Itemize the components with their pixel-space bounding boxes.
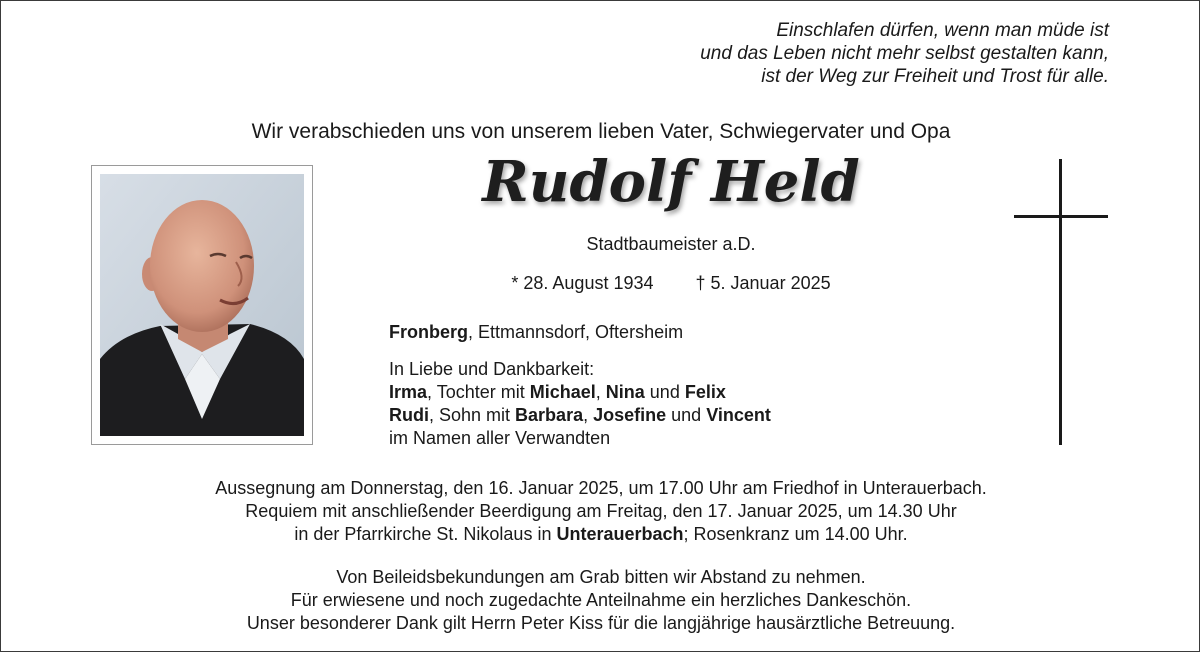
family-name: Vincent	[706, 405, 771, 425]
closing-notes	[1, 566, 1200, 635]
ceremony-location: Unterauerbach	[556, 524, 684, 544]
family-name: Rudi	[389, 405, 429, 425]
ceremony-info	[1, 477, 1200, 546]
family-line-2	[389, 404, 771, 427]
ceremony-line-2: Requiem mit anschließender Beerdigung am Freitag, den 17. Januar 2025, um 14.30 Uhr	[245, 501, 957, 521]
portrait-photo	[100, 174, 304, 436]
family-text: ,	[595, 382, 606, 402]
places-line	[389, 322, 683, 343]
family-text: ,	[583, 405, 594, 425]
intro-text: Wir verabschieden uns von unserem lieben Vater, Schwiegervater und Opa	[251, 120, 951, 143]
quote-line-1: Einschlafen dürfen, wenn man müde ist	[776, 20, 1109, 41]
family-text: und	[644, 382, 685, 402]
place-others: , Ettmannsdorf, Oftersheim	[468, 322, 684, 342]
family-text: , Tochter mit	[427, 382, 530, 402]
quote-line-3: ist der Weg zur Freiheit und Trost für alle.	[761, 66, 1109, 87]
place-primary: Fronberg	[389, 322, 468, 342]
family-name: Nina	[605, 382, 645, 402]
quote-line-2: und das Leben nicht mehr selbst gestalten kann,	[700, 43, 1109, 64]
family-name: Josefine	[593, 405, 667, 425]
ceremony-text: ; Rosenkranz um 14.00 Uhr.	[683, 524, 908, 544]
ceremony-text: in der Pfarrkirche St. Nikolaus in	[294, 524, 557, 544]
ceremony-line-3	[1, 523, 1200, 546]
deceased-name: Rudolf Held	[482, 149, 860, 215]
closing-line-2: Für erwiesene und noch zugedachte Anteilnahme ein herzliches Dankeschön.	[290, 590, 912, 610]
family-line-1	[389, 381, 771, 404]
family-name: Michael	[529, 382, 596, 402]
death-date: † 5. Januar 2025	[695, 273, 831, 293]
family-text: und	[666, 405, 707, 425]
birth-date: * 28. August 1934	[511, 273, 654, 293]
family-block	[389, 358, 771, 450]
closing-line-3: Unser besonderer Dank gilt Herrn Peter Kiss für die langjährige hausärztliche Betreuung.	[246, 613, 956, 633]
family-text: , Sohn mit	[429, 405, 516, 425]
family-name: Felix	[684, 382, 726, 402]
cross-icon	[1014, 159, 1108, 445]
life-dates	[421, 273, 921, 294]
ceremony-line-1: Aussegnung am Donnerstag, den 16. Januar 2025, um 17.00 Uhr am Friedhof in Unterauerbach.	[215, 478, 987, 498]
deceased-title: Stadtbaumeister a.D.	[586, 234, 756, 254]
family-name: Irma	[389, 382, 428, 402]
family-name: Barbara	[515, 405, 584, 425]
family-closing: im Namen aller Verwandten	[389, 428, 611, 448]
family-opening: In Liebe und Dankbarkeit:	[389, 359, 595, 379]
epigraph-quote	[700, 19, 1109, 88]
portrait-frame	[91, 165, 313, 445]
closing-line-1: Von Beileidsbekundungen am Grab bitten wir Abstand zu nehmen.	[336, 567, 866, 587]
